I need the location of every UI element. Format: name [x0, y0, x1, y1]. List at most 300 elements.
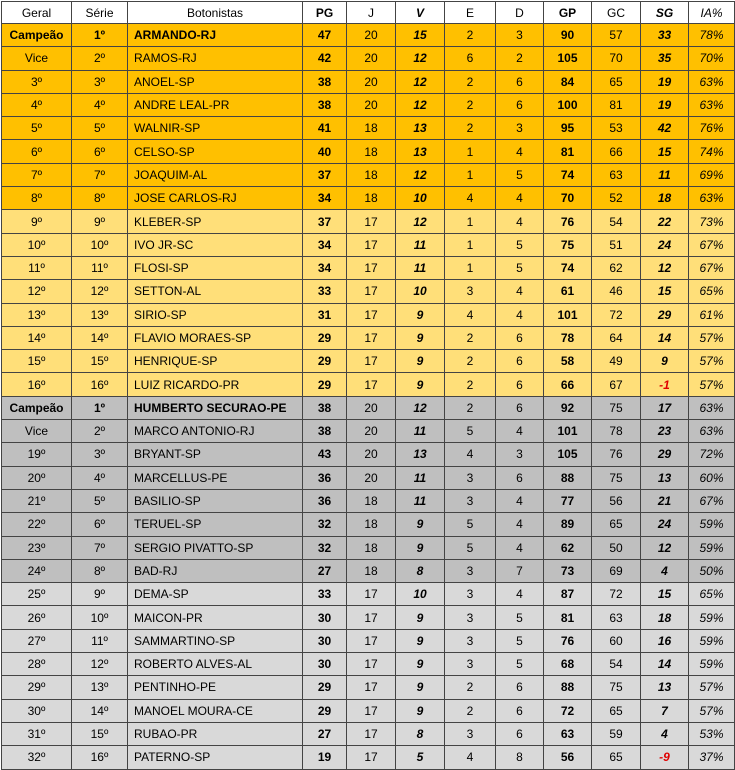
cell-j: 18	[347, 489, 396, 512]
cell-sg: 21	[641, 489, 689, 512]
cell-geral: 4º	[2, 93, 72, 116]
table-row	[2, 280, 735, 303]
cell-geral: 27º	[2, 629, 72, 652]
cell-e: 2	[445, 70, 496, 93]
cell-sg: 18	[641, 606, 689, 629]
cell-ia: 72%	[689, 443, 735, 466]
cell-v: 13	[396, 117, 445, 140]
table-row	[2, 396, 735, 419]
cell-j: 17	[347, 722, 396, 745]
cell-geral: Campeão	[2, 24, 72, 47]
cell-serie: 12º	[72, 653, 128, 676]
cell-pg: 29	[303, 699, 347, 722]
cell-sg: 16	[641, 629, 689, 652]
cell-serie: 6º	[72, 140, 128, 163]
table-row	[2, 466, 735, 489]
table-row	[2, 489, 735, 512]
cell-e: 6	[445, 47, 496, 70]
table-row	[2, 210, 735, 233]
cell-serie: 11º	[72, 256, 128, 279]
cell-pg: 34	[303, 187, 347, 210]
cell-gp: 92	[544, 396, 592, 419]
cell-name: WALNIR-SP	[128, 117, 303, 140]
cell-name: BASILIO-SP	[128, 489, 303, 512]
cell-d: 6	[496, 350, 544, 373]
cell-gp: 88	[544, 466, 592, 489]
cell-geral: 25º	[2, 583, 72, 606]
cell-serie: 11º	[72, 629, 128, 652]
cell-gp: 58	[544, 350, 592, 373]
cell-j: 20	[347, 466, 396, 489]
cell-v: 9	[396, 373, 445, 396]
cell-sg: 14	[641, 653, 689, 676]
cell-d: 3	[496, 117, 544, 140]
cell-gp: 56	[544, 746, 592, 769]
cell-v: 8	[396, 559, 445, 582]
cell-sg: 9	[641, 350, 689, 373]
cell-v: 9	[396, 606, 445, 629]
cell-d: 5	[496, 163, 544, 186]
cell-d: 3	[496, 443, 544, 466]
cell-pg: 30	[303, 606, 347, 629]
cell-gc: 54	[592, 653, 641, 676]
cell-serie: 7º	[72, 163, 128, 186]
cell-gc: 62	[592, 256, 641, 279]
cell-sg: 13	[641, 466, 689, 489]
cell-sg: 29	[641, 303, 689, 326]
cell-geral: 11º	[2, 256, 72, 279]
cell-j: 18	[347, 187, 396, 210]
cell-e: 3	[445, 466, 496, 489]
cell-e: 2	[445, 396, 496, 419]
cell-name: SETTON-AL	[128, 280, 303, 303]
cell-gp: 77	[544, 489, 592, 512]
cell-ia: 78%	[689, 24, 735, 47]
cell-v: 12	[396, 396, 445, 419]
cell-d: 6	[496, 93, 544, 116]
cell-v: 13	[396, 443, 445, 466]
cell-name: TERUEL-SP	[128, 513, 303, 536]
cell-ia: 57%	[689, 350, 735, 373]
cell-name: RAMOS-RJ	[128, 47, 303, 70]
cell-v: 9	[396, 536, 445, 559]
cell-v: 11	[396, 466, 445, 489]
cell-name: JOAQUIM-AL	[128, 163, 303, 186]
cell-pg: 30	[303, 653, 347, 676]
cell-ia: 69%	[689, 163, 735, 186]
cell-gc: 63	[592, 606, 641, 629]
cell-pg: 34	[303, 233, 347, 256]
cell-name: JOSE CARLOS-RJ	[128, 187, 303, 210]
cell-gc: 64	[592, 326, 641, 349]
cell-ia: 67%	[689, 256, 735, 279]
cell-gc: 51	[592, 233, 641, 256]
cell-d: 6	[496, 326, 544, 349]
cell-serie: 16º	[72, 746, 128, 769]
cell-ia: 65%	[689, 583, 735, 606]
cell-ia: 50%	[689, 559, 735, 582]
cell-serie: 5º	[72, 117, 128, 140]
cell-geral: 10º	[2, 233, 72, 256]
cell-v: 10	[396, 583, 445, 606]
cell-v: 10	[396, 187, 445, 210]
cell-gp: 81	[544, 140, 592, 163]
cell-j: 17	[347, 350, 396, 373]
cell-sg: 24	[641, 233, 689, 256]
table-row	[2, 303, 735, 326]
cell-pg: 43	[303, 443, 347, 466]
cell-serie: 9º	[72, 583, 128, 606]
cell-serie: 14º	[72, 699, 128, 722]
cell-sg: 4	[641, 559, 689, 582]
cell-gc: 65	[592, 513, 641, 536]
cell-v: 9	[396, 326, 445, 349]
table-row	[2, 513, 735, 536]
cell-serie: 2º	[72, 47, 128, 70]
cell-d: 4	[496, 210, 544, 233]
cell-sg: 11	[641, 163, 689, 186]
cell-gp: 72	[544, 699, 592, 722]
cell-j: 20	[347, 396, 396, 419]
table-row	[2, 117, 735, 140]
table-row	[2, 373, 735, 396]
cell-sg: 22	[641, 210, 689, 233]
cell-gc: 63	[592, 163, 641, 186]
cell-gp: 68	[544, 653, 592, 676]
cell-gc: 66	[592, 140, 641, 163]
cell-geral: 3º	[2, 70, 72, 93]
cell-v: 10	[396, 280, 445, 303]
cell-j: 18	[347, 513, 396, 536]
cell-ia: 67%	[689, 489, 735, 512]
cell-e: 4	[445, 443, 496, 466]
cell-pg: 38	[303, 396, 347, 419]
cell-j: 18	[347, 163, 396, 186]
cell-d: 6	[496, 466, 544, 489]
cell-ia: 63%	[689, 187, 735, 210]
cell-serie: 3º	[72, 70, 128, 93]
cell-name: SAMMARTINO-SP	[128, 629, 303, 652]
cell-gp: 90	[544, 24, 592, 47]
cell-geral: 26º	[2, 606, 72, 629]
table-row	[2, 583, 735, 606]
cell-e: 3	[445, 606, 496, 629]
cell-ia: 59%	[689, 606, 735, 629]
cell-sg: 4	[641, 722, 689, 745]
cell-j: 17	[347, 583, 396, 606]
cell-serie: 12º	[72, 280, 128, 303]
cell-serie: 5º	[72, 489, 128, 512]
cell-gp: 87	[544, 583, 592, 606]
cell-geral: 12º	[2, 280, 72, 303]
cell-j: 18	[347, 140, 396, 163]
cell-geral: 21º	[2, 489, 72, 512]
cell-gc: 56	[592, 489, 641, 512]
cell-pg: 29	[303, 350, 347, 373]
cell-pg: 36	[303, 489, 347, 512]
table-row	[2, 699, 735, 722]
cell-j: 20	[347, 443, 396, 466]
cell-e: 2	[445, 93, 496, 116]
cell-e: 3	[445, 653, 496, 676]
cell-name: ANDRE LEAL-PR	[128, 93, 303, 116]
cell-pg: 29	[303, 326, 347, 349]
cell-e: 2	[445, 117, 496, 140]
cell-serie: 14º	[72, 326, 128, 349]
cell-serie: 4º	[72, 93, 128, 116]
cell-sg: 19	[641, 70, 689, 93]
cell-name: RUBAO-PR	[128, 722, 303, 745]
cell-sg: 24	[641, 513, 689, 536]
cell-geral: 14º	[2, 326, 72, 349]
cell-name: FLOSI-SP	[128, 256, 303, 279]
cell-j: 17	[347, 606, 396, 629]
cell-serie: 1º	[72, 24, 128, 47]
cell-geral: 31º	[2, 722, 72, 745]
cell-d: 6	[496, 396, 544, 419]
cell-name: SERGIO PIVATTO-SP	[128, 536, 303, 559]
cell-ia: 59%	[689, 536, 735, 559]
cell-gc: 54	[592, 210, 641, 233]
cell-ia: 57%	[689, 373, 735, 396]
header-pg: PG	[303, 2, 347, 24]
cell-e: 3	[445, 722, 496, 745]
cell-d: 4	[496, 489, 544, 512]
cell-d: 5	[496, 629, 544, 652]
cell-gc: 76	[592, 443, 641, 466]
cell-gc: 67	[592, 373, 641, 396]
table-row	[2, 722, 735, 745]
cell-v: 9	[396, 350, 445, 373]
cell-sg: 18	[641, 187, 689, 210]
table-row	[2, 163, 735, 186]
cell-j: 17	[347, 676, 396, 699]
cell-d: 5	[496, 233, 544, 256]
cell-e: 1	[445, 256, 496, 279]
cell-sg: 33	[641, 24, 689, 47]
cell-ia: 57%	[689, 326, 735, 349]
cell-geral: 29º	[2, 676, 72, 699]
cell-serie: 2º	[72, 420, 128, 443]
header-row	[2, 2, 735, 24]
cell-v: 11	[396, 489, 445, 512]
cell-v: 12	[396, 70, 445, 93]
cell-v: 12	[396, 47, 445, 70]
cell-gp: 73	[544, 559, 592, 582]
cell-serie: 4º	[72, 466, 128, 489]
cell-d: 6	[496, 722, 544, 745]
cell-j: 18	[347, 117, 396, 140]
cell-v: 12	[396, 163, 445, 186]
cell-serie: 7º	[72, 536, 128, 559]
cell-gc: 72	[592, 583, 641, 606]
cell-ia: 63%	[689, 70, 735, 93]
cell-pg: 29	[303, 676, 347, 699]
cell-v: 12	[396, 210, 445, 233]
cell-name: HUMBERTO SECURAO-PE	[128, 396, 303, 419]
cell-j: 17	[347, 746, 396, 769]
cell-d: 4	[496, 140, 544, 163]
cell-name: BAD-RJ	[128, 559, 303, 582]
cell-serie: 16º	[72, 373, 128, 396]
cell-name: CELSO-SP	[128, 140, 303, 163]
cell-name: PATERNO-SP	[128, 746, 303, 769]
cell-j: 17	[347, 233, 396, 256]
cell-j: 17	[347, 653, 396, 676]
cell-serie: 13º	[72, 303, 128, 326]
cell-pg: 47	[303, 24, 347, 47]
cell-j: 17	[347, 629, 396, 652]
standings-body	[2, 24, 735, 770]
table-row	[2, 653, 735, 676]
cell-gc: 53	[592, 117, 641, 140]
cell-pg: 27	[303, 559, 347, 582]
cell-j: 20	[347, 93, 396, 116]
cell-e: 2	[445, 326, 496, 349]
cell-j: 18	[347, 536, 396, 559]
cell-serie: 15º	[72, 350, 128, 373]
cell-geral: 23º	[2, 536, 72, 559]
standings-table	[1, 1, 735, 770]
cell-gp: 101	[544, 420, 592, 443]
cell-j: 20	[347, 420, 396, 443]
cell-ia: 59%	[689, 513, 735, 536]
cell-pg: 38	[303, 420, 347, 443]
cell-d: 6	[496, 676, 544, 699]
cell-e: 2	[445, 699, 496, 722]
cell-pg: 31	[303, 303, 347, 326]
cell-name: MANOEL MOURA-CE	[128, 699, 303, 722]
cell-name: FLAVIO MORAES-SP	[128, 326, 303, 349]
cell-sg: 14	[641, 326, 689, 349]
cell-name: ANOEL-SP	[128, 70, 303, 93]
header-sg: SG	[641, 2, 689, 24]
cell-e: 5	[445, 420, 496, 443]
cell-pg: 30	[303, 629, 347, 652]
cell-gp: 95	[544, 117, 592, 140]
table-row	[2, 47, 735, 70]
cell-e: 1	[445, 210, 496, 233]
cell-geral: 13º	[2, 303, 72, 326]
cell-name: KLEBER-SP	[128, 210, 303, 233]
cell-serie: 10º	[72, 233, 128, 256]
cell-geral: 7º	[2, 163, 72, 186]
cell-gc: 69	[592, 559, 641, 582]
cell-pg: 29	[303, 373, 347, 396]
cell-d: 5	[496, 653, 544, 676]
header-j: J	[347, 2, 396, 24]
cell-ia: 59%	[689, 653, 735, 676]
cell-pg: 41	[303, 117, 347, 140]
cell-gc: 78	[592, 420, 641, 443]
table-row	[2, 559, 735, 582]
table-row	[2, 350, 735, 373]
cell-name: BRYANT-SP	[128, 443, 303, 466]
header-gp: GP	[544, 2, 592, 24]
cell-gc: 65	[592, 699, 641, 722]
cell-d: 2	[496, 47, 544, 70]
cell-name: IVO JR-SC	[128, 233, 303, 256]
cell-gp: 76	[544, 629, 592, 652]
cell-d: 4	[496, 583, 544, 606]
cell-ia: 67%	[689, 233, 735, 256]
table-row	[2, 420, 735, 443]
cell-gc: 46	[592, 280, 641, 303]
cell-pg: 37	[303, 163, 347, 186]
cell-pg: 34	[303, 256, 347, 279]
cell-ia: 59%	[689, 629, 735, 652]
cell-d: 5	[496, 256, 544, 279]
cell-ia: 63%	[689, 396, 735, 419]
cell-d: 4	[496, 280, 544, 303]
cell-geral: 19º	[2, 443, 72, 466]
cell-e: 2	[445, 350, 496, 373]
header-geral: Geral	[2, 2, 72, 24]
cell-v: 8	[396, 722, 445, 745]
cell-gc: 75	[592, 676, 641, 699]
header-e: E	[445, 2, 496, 24]
cell-sg: 17	[641, 396, 689, 419]
cell-gc: 65	[592, 70, 641, 93]
cell-d: 4	[496, 420, 544, 443]
cell-gc: 70	[592, 47, 641, 70]
cell-gp: 63	[544, 722, 592, 745]
cell-geral: 20º	[2, 466, 72, 489]
cell-e: 3	[445, 629, 496, 652]
cell-name: SIRIO-SP	[128, 303, 303, 326]
cell-sg: 7	[641, 699, 689, 722]
table-row	[2, 443, 735, 466]
cell-sg: 12	[641, 536, 689, 559]
cell-e: 1	[445, 140, 496, 163]
cell-ia: 65%	[689, 280, 735, 303]
cell-v: 9	[396, 629, 445, 652]
cell-gp: 81	[544, 606, 592, 629]
cell-j: 17	[347, 280, 396, 303]
cell-geral: Vice	[2, 47, 72, 70]
cell-gp: 74	[544, 256, 592, 279]
cell-j: 17	[347, 256, 396, 279]
cell-name: MARCELLUS-PE	[128, 466, 303, 489]
cell-v: 5	[396, 746, 445, 769]
cell-geral: 28º	[2, 653, 72, 676]
header-d: D	[496, 2, 544, 24]
cell-gc: 59	[592, 722, 641, 745]
cell-e: 2	[445, 676, 496, 699]
cell-gc: 65	[592, 746, 641, 769]
cell-ia: 57%	[689, 699, 735, 722]
cell-serie: 8º	[72, 187, 128, 210]
cell-d: 8	[496, 746, 544, 769]
cell-j: 17	[347, 303, 396, 326]
cell-gc: 72	[592, 303, 641, 326]
cell-gp: 105	[544, 47, 592, 70]
cell-geral: 15º	[2, 350, 72, 373]
cell-sg: -1	[641, 373, 689, 396]
cell-j: 17	[347, 699, 396, 722]
cell-e: 3	[445, 489, 496, 512]
cell-ia: 37%	[689, 746, 735, 769]
cell-e: 3	[445, 280, 496, 303]
cell-gp: 78	[544, 326, 592, 349]
cell-gp: 89	[544, 513, 592, 536]
cell-ia: 74%	[689, 140, 735, 163]
cell-gp: 66	[544, 373, 592, 396]
cell-pg: 38	[303, 70, 347, 93]
cell-v: 9	[396, 513, 445, 536]
cell-j: 20	[347, 24, 396, 47]
cell-d: 6	[496, 70, 544, 93]
